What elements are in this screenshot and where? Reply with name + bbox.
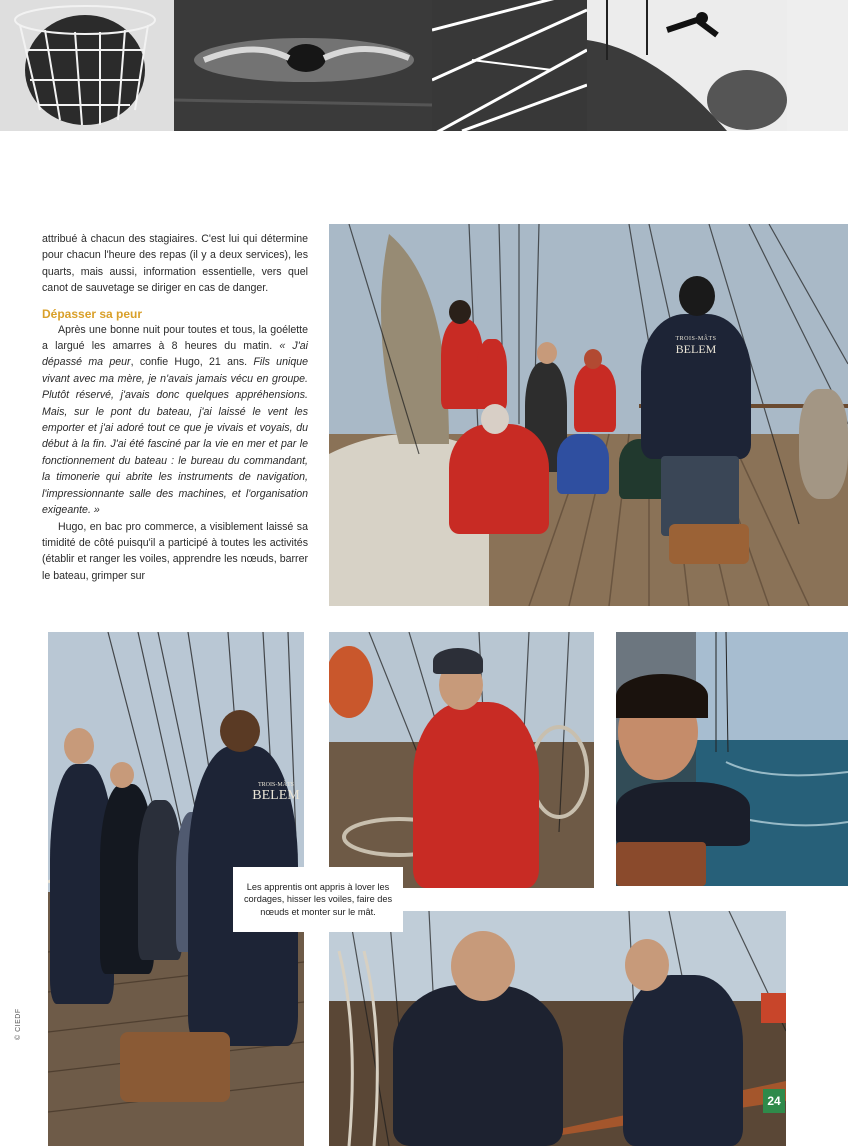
jacket-line-1: TROIS-MÂTS xyxy=(257,782,294,788)
photo-swimmer xyxy=(174,0,432,131)
photo-skateboard-ramp xyxy=(587,0,787,131)
person-head xyxy=(110,762,134,788)
photo-credit: © CIEDF xyxy=(15,1008,22,1040)
jacket-line-1: TROIS-MÂTS xyxy=(675,336,717,342)
person-red-jacket-seated-man xyxy=(449,424,549,534)
buoy-number: 24 xyxy=(763,1089,785,1113)
jacket-line-2: BELEM xyxy=(675,342,717,356)
wooden-railing xyxy=(616,842,706,886)
photo-running-track xyxy=(432,0,587,131)
arms-on-railing xyxy=(616,782,750,846)
person-head xyxy=(679,276,715,316)
article-text xyxy=(42,231,308,584)
subheading-depasser-sa-peur: Dépasser sa peur xyxy=(42,306,143,321)
person-head xyxy=(451,931,515,1001)
rope-coil-right xyxy=(799,389,848,499)
apprentice-navy-jacket-woman xyxy=(623,975,743,1146)
skate-ramp-graphic xyxy=(587,0,787,131)
instructor-boots xyxy=(120,1032,230,1102)
photo-group-on-deck xyxy=(329,224,848,606)
apprentice-red-jacket xyxy=(413,702,539,888)
photo-apprentices-tying-knots xyxy=(329,911,786,1146)
photo-basketball-hoop xyxy=(0,0,174,131)
apprentice-navy-jacket-man xyxy=(393,985,563,1146)
person-head xyxy=(481,404,509,434)
caption-text: Les apprentis ont appris à lover les cordages, hisser les voiles, faire des nœuds et monter sur le mât. xyxy=(243,881,393,917)
person-red-jacket-standing-2 xyxy=(477,339,507,409)
jacket-line-2: BELEM xyxy=(252,788,300,803)
boots xyxy=(669,524,749,564)
running-track-graphic xyxy=(432,0,587,131)
jacket-print xyxy=(659,336,733,357)
person-head xyxy=(64,728,94,764)
person-head xyxy=(625,939,669,991)
photo-caption xyxy=(233,867,403,932)
paragraph-2: Après une bonne nuit pour toutes et tous, la goélette a largué les amarres à 8 heures du matin. « J'ai dépassé ma peur, confie Hugo, 21 ans. Fils unique vivant avec ma mère, je n'avais jamais vécu en groupe. Plutôt réservé, j'avais donc quelques appréhensions. Mais, sur le pont du bateau, j'ai laissé le vent les emporter et j'ai adoré tout ce que je vivais et voyais, du début à la fin. J'ai été fasciné par la vie en mer et par le fonctionnement du bateau : le bureau du commandant, la timonerie qui abrite les instruments de navigation, l'impressionnante salle des machines, et l'organisation exigeante. » xyxy=(42,323,308,517)
paragraph-3: Hugo, en bac pro commerce, a visiblement laissé sa timidité de côté puisqu'il a participé à toutes les activités (établir et ranger les voiles, apprendre les nœuds, barrer le bateau, grimper sur xyxy=(42,520,308,582)
jacket-print xyxy=(246,782,304,804)
photo-strip-end xyxy=(787,0,848,131)
person-head xyxy=(220,710,260,752)
swimmer-graphic xyxy=(174,0,432,131)
person-head xyxy=(537,342,557,364)
paragraph-1: attribué à chacun des stagiaires. C'est lui qui détermine pour chacun l'heure des repas (il y a deux services), les quarts, mais aussi, information essentielle, vers quel canot de sauvetage se diriger en cas de danger. xyxy=(42,233,308,295)
photo-apprentice-at-sea xyxy=(616,632,848,886)
hair xyxy=(616,674,708,718)
person-red-jacket-standing-3 xyxy=(574,364,616,432)
person-head xyxy=(449,300,471,324)
person-head xyxy=(584,349,602,369)
person-seated-navy xyxy=(557,434,609,494)
basketball-hoop-graphic xyxy=(0,0,174,131)
photo-apprentice-coiling-rope xyxy=(329,632,594,888)
beanie xyxy=(433,648,483,674)
